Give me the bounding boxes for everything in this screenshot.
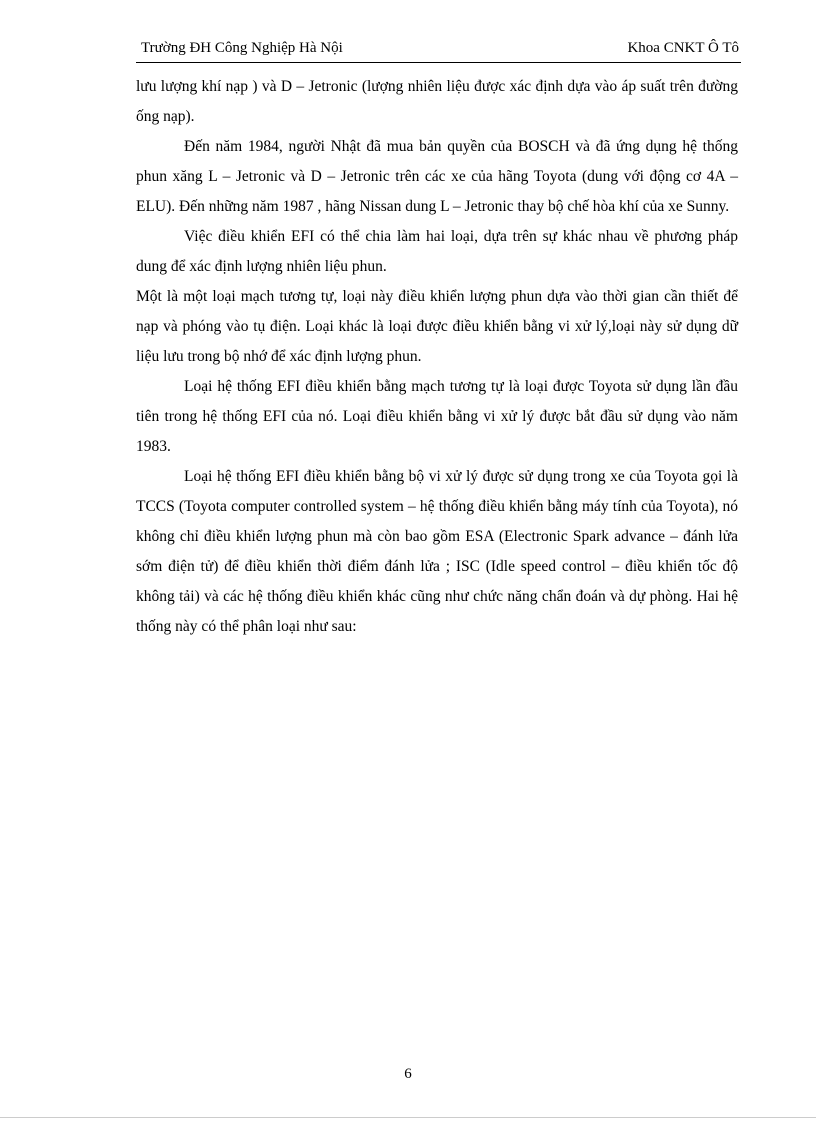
paragraph-history-1984: Đến năm 1984, người Nhật đã mua bản quyền của BOSCH và đã ứng dụng hệ thống phun xăng L – Jetronic và D – Jetronic trên các xe của hãng Toyota (dung với động cơ 4A – ELU). Đến những năm 1987 , hãng Nissan dung L – Jetronic thay bộ chế hòa khí của xe Sunny.	[136, 138, 738, 215]
header-school-name: Trường ĐH Công Nghiệp Hà Nội	[141, 40, 343, 56]
document-body	[136, 72, 738, 642]
page-number: 6	[404, 1066, 412, 1082]
paragraph-efi-types: Việc điều khiển EFI có thể chia làm hai loại, dựa trên sự khác nhau về phương pháp dung để xác định lượng nhiên liệu phun.	[136, 228, 738, 275]
paragraph-analog-efi: Loại hệ thống EFI điều khiển bằng mạch tương tự là loại được Toyota sử dụng lần đầu tiên trong hệ thống EFI của nó. Loại điều khiển bằng vi xử lý được bắt đầu sử dụng vào năm 1983.	[136, 378, 738, 455]
paragraph-continuation: lưu lượng khí nạp ) và D – Jetronic (lượng nhiên liệu được xác định dựa vào áp suất trên đường ống nạp).	[136, 78, 738, 125]
page-bottom-border	[0, 1117, 816, 1118]
header-faculty-name: Khoa CNKT Ô Tô	[627, 40, 739, 56]
paragraph-analog-vs-micro: Một là một loại mạch tương tự, loại này điều khiển lượng phun dựa vào thời gian cần thiết để nạp và phóng vào tụ điện. Loại khác là loại được điều khiển bằng vi xử lý,loại này sử dụng dữ liệu lưu trong bộ nhớ để xác định lượng phun.	[136, 288, 738, 365]
paragraph-tccs: Loại hệ thống EFI điều khiển bằng bộ vi xử lý được sử dụng trong xe của Toyota gọi là TCCS (Toyota computer controlled system – hệ thống điều khiển bằng máy tính của Toyota), nó không chỉ điều khiển lượng phun mà còn bao gồm ESA (Electronic Spark advance – đánh lửa sớm điện tử) để điều khiển thời điểm đánh lửa ; ISC (Idle speed control – điều khiển tốc độ không tải) và các hệ thống điều khiển khác cũng như chức năng chẩn đoán và dự phòng. Hai hệ thống này có thể phân loại như sau:	[136, 468, 738, 635]
page-header	[136, 38, 741, 63]
